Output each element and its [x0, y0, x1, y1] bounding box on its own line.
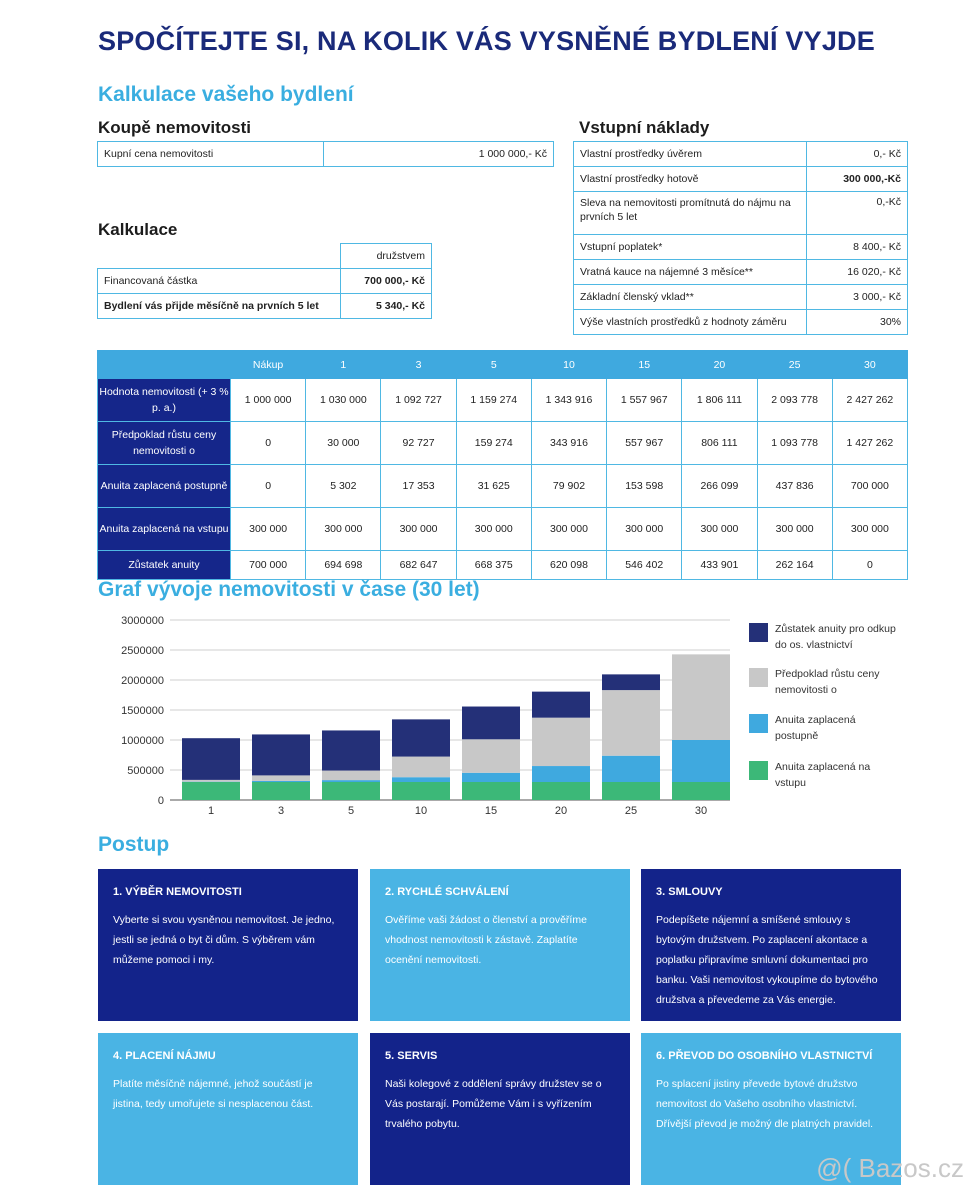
table-cell: 1 030 000 [306, 379, 381, 422]
table-cell: 17 353 [381, 465, 456, 508]
entry-value: 3 000,- Kč [807, 285, 908, 310]
bar-segment [322, 771, 380, 781]
table-cell: 1 343 916 [531, 379, 606, 422]
entry-label: Sleva na nemovitosti promítnutá do nájmu na prvních 5 let [574, 192, 807, 235]
legend-label: Zůstatek anuity pro odkup do os. vlastnictví [775, 623, 896, 651]
y-tick-label: 1500000 [121, 705, 164, 717]
bar-segment [252, 782, 310, 800]
table-cell: 546 402 [607, 551, 682, 580]
table-cell: 300 000 [531, 508, 606, 551]
entry-label: Vlastní prostředky hotově [574, 167, 807, 192]
bar-segment [532, 766, 590, 782]
table-header-cell [98, 351, 231, 379]
y-tick-label: 0 [157, 795, 164, 807]
watermark: @( Bazos.cz [816, 1153, 964, 1183]
bar-segment [252, 775, 310, 781]
legend-label: Anuita zaplacená na vstupu [775, 761, 871, 789]
bar-segment [392, 719, 450, 756]
bar-segment [392, 757, 450, 778]
table-cell: 0 [231, 465, 306, 508]
entry-costs-heading: Vstupní náklady [579, 118, 710, 137]
table-cell: 2 427 262 [832, 379, 907, 422]
table-cell: 343 916 [531, 422, 606, 465]
bar-segment [532, 782, 590, 800]
chart-heading: Graf vývoje nemovitosti v čase (30 let) [98, 578, 480, 601]
page-title: SPOČÍTEJTE SI, NA KOLIK VÁS VYSNĚNÉ BYDLENÍ VYJDE [98, 26, 875, 56]
purchase-value: 1 000 000,- Kč [324, 142, 554, 167]
table-header-cell: 30 [832, 351, 907, 379]
step-title: 1. VÝBĚR NEMOVITOSTI [113, 886, 242, 898]
table-header-cell: 5 [456, 351, 531, 379]
x-tick-label: 10 [414, 805, 428, 817]
entry-value: 0,- Kč [807, 142, 908, 167]
table-cell: 300 000 [456, 508, 531, 551]
bar-segment [462, 739, 520, 772]
table-row [98, 422, 908, 465]
bar-segment [672, 740, 730, 782]
entry-label: Vlastní prostředky úvěrem [574, 142, 807, 167]
bar-segment [672, 654, 730, 740]
table-cell: 31 625 [456, 465, 531, 508]
purchase-table [97, 141, 554, 167]
table-header-cell: Nákup [231, 351, 306, 379]
table-cell: 620 098 [531, 551, 606, 580]
entry-value: 300 000,-Kč [807, 167, 908, 192]
table-cell: 1 093 778 [757, 422, 832, 465]
step-card [98, 1033, 358, 1185]
y-tick-label: 3000000 [121, 615, 164, 627]
legend-label: Anuita zaplacená postupně [775, 714, 856, 742]
table-cell: 1 159 274 [456, 379, 531, 422]
step-title: 5. SERVIS [385, 1050, 438, 1062]
legend-swatch [749, 668, 768, 687]
table-cell: 668 375 [456, 551, 531, 580]
entry-label: Vratná kauce na nájemné 3 měsíce** [574, 260, 807, 285]
y-tick-label: 1000000 [121, 735, 164, 747]
step-title: 4. PLACENÍ NÁJMU [113, 1050, 216, 1062]
monthly-label: Bydlení vás přijde měsíčně na prvních 5 let [98, 294, 341, 319]
table-row [98, 465, 908, 508]
bar-segment [322, 780, 380, 782]
table-header-cell: 15 [607, 351, 682, 379]
table-cell: 1 000 000 [231, 379, 306, 422]
table-cell: 300 000 [306, 508, 381, 551]
table-row [98, 508, 908, 551]
bar-segment [322, 730, 380, 770]
table-cell: 2 093 778 [757, 379, 832, 422]
table-cell: 1 427 262 [832, 422, 907, 465]
table-cell: 266 099 [682, 465, 757, 508]
legend-swatch [749, 714, 768, 733]
x-tick-label: 20 [554, 805, 568, 817]
y-tick-label: 500000 [127, 765, 164, 777]
table-cell: 437 836 [757, 465, 832, 508]
table-cell: 300 000 [757, 508, 832, 551]
bar-segment [252, 734, 310, 775]
step-card [98, 869, 358, 1021]
bar-segment [602, 690, 660, 756]
table-cell: 159 274 [456, 422, 531, 465]
table-cell: 300 000 [682, 508, 757, 551]
row-header: Předpoklad růstu ceny nemovitosti o [98, 422, 231, 465]
table-cell: 1 557 967 [607, 379, 682, 422]
x-tick-label: 3 [277, 805, 285, 817]
bar-segment [602, 674, 660, 690]
table-cell: 5 302 [306, 465, 381, 508]
entry-label: Vstupní poplatek* [574, 235, 807, 260]
bar-segment [392, 777, 450, 782]
step-text: Ověříme vaši žádost o členství a prověříme vhodnost nemovitosti k zástavě. Zaplatíte ocenění nemovitosti. [385, 914, 587, 966]
table-cell: 557 967 [607, 422, 682, 465]
bar-segment [182, 782, 240, 800]
bar-segment [532, 692, 590, 718]
entry-label: Výše vlastních prostředků z hodnoty záměru [574, 310, 807, 335]
table-cell: 300 000 [607, 508, 682, 551]
bar-segment [462, 707, 520, 740]
row-header: Anuita zaplacená postupně [98, 465, 231, 508]
calculation-table [97, 243, 432, 319]
bar-segment [462, 773, 520, 782]
table-cell: 262 164 [757, 551, 832, 580]
step-title: 6. PŘEVOD DO OSOBNÍHO VLASTNICTVÍ [656, 1050, 873, 1062]
table-header-cell: 3 [381, 351, 456, 379]
bar-segment [602, 756, 660, 782]
purchase-label: Kupní cena nemovitosti [98, 142, 324, 167]
table-cell: 300 000 [381, 508, 456, 551]
bar-segment [462, 782, 520, 800]
table-cell: 79 902 [531, 465, 606, 508]
table-cell: 682 647 [381, 551, 456, 580]
x-tick-label: 5 [347, 805, 355, 817]
bar-segment [182, 780, 240, 782]
table-header-cell: 25 [757, 351, 832, 379]
bar-segment [322, 782, 380, 800]
bar-segment [672, 782, 730, 800]
step-text: Vyberte si svou vysněnou nemovitost. Je jedno, jestli se jedná o byt či dům. S výběrem vám můžeme pomoci i my. [113, 914, 335, 966]
table-header-cell: 1 [306, 351, 381, 379]
table-cell: 30 000 [306, 422, 381, 465]
row-header: Zůstatek anuity [98, 551, 231, 580]
legend-swatch [749, 761, 768, 780]
calc-heading: Kalkulace vašeho bydlení [98, 83, 354, 106]
entry-value: 0,-Kč [807, 192, 908, 235]
x-tick-label: 15 [484, 805, 498, 817]
bar-segment [252, 781, 310, 782]
monthly-value: 5 340,- Kč [341, 294, 432, 319]
row-header: Hodnota nemovitosti (+ 3 % p. a.) [98, 379, 231, 422]
calculation-column: družstvem [341, 244, 432, 269]
table-cell: 700 000 [832, 465, 907, 508]
x-tick-label: 30 [694, 805, 708, 817]
calculation-heading: Kalkulace [98, 220, 178, 239]
table-cell: 300 000 [832, 508, 907, 551]
purchase-heading: Koupě nemovitosti [98, 118, 252, 137]
financed-label: Financovaná částka [98, 269, 341, 294]
table-cell: 0 [832, 551, 907, 580]
step-card [641, 869, 901, 1021]
financed-value: 700 000,- Kč [341, 269, 432, 294]
entry-label: Základní členský vklad** [574, 285, 807, 310]
legend-swatch [749, 623, 768, 642]
step-title: 3. SMLOUVY [656, 886, 723, 898]
entry-value: 8 400,- Kč [807, 235, 908, 260]
table-cell: 700 000 [231, 551, 306, 580]
bar-segment [602, 782, 660, 800]
step-card [370, 869, 630, 1021]
table-cell: 1 092 727 [381, 379, 456, 422]
y-tick-label: 2000000 [121, 675, 164, 687]
table-cell: 0 [231, 422, 306, 465]
bar-segment [392, 782, 450, 800]
x-tick-label: 1 [207, 805, 215, 817]
table-row [98, 379, 908, 422]
process-heading: Postup [98, 833, 170, 856]
table-cell: 806 111 [682, 422, 757, 465]
table-cell: 694 698 [306, 551, 381, 580]
legend-label: Předpoklad růstu ceny nemovitosti o [775, 668, 880, 696]
table-cell: 92 727 [381, 422, 456, 465]
step-card [370, 1033, 630, 1185]
step-text: Podepíšete nájemní a smíšené smlouvy s bytovým družstvem. Po zaplacení akontace a poplatku připravíme smluvní dokumentaci pro banku. Vaši nemovitost vykoupíme do bytového družstva a převedeme za Vás energie. [656, 914, 878, 1006]
step-text: Po splacení jistiny převede bytové družstvo nemovitost do Vašeho osobního vlastnictví. Dřívější převod je možný dle platných pravidel. [656, 1078, 874, 1130]
chart [98, 608, 748, 823]
table-cell: 433 901 [682, 551, 757, 580]
entry-value: 30% [807, 310, 908, 335]
step-text: Naši kolegové z oddělení správy družstev se o Vás postarají. Pomůžeme Vám i s vyřízením trvalého pobytu. [385, 1078, 602, 1130]
table-cell: 1 806 111 [682, 379, 757, 422]
step-text: Platíte měsíčně nájemné, jehož součástí je jistina, tedy umořujete si nesplacenou část. [113, 1078, 314, 1110]
row-header: Anuita zaplacená na vstupu [98, 508, 231, 551]
y-tick-label: 2500000 [121, 645, 164, 657]
projection-table [97, 350, 908, 580]
table-cell: 153 598 [607, 465, 682, 508]
x-tick-label: 25 [624, 805, 638, 817]
bar-segment [182, 738, 240, 780]
table-row [98, 551, 908, 580]
table-header-row [98, 351, 908, 379]
step-title: 2. RYCHLÉ SCHVÁLENÍ [385, 886, 509, 898]
entry-value: 16 020,- Kč [807, 260, 908, 285]
bar-segment [532, 718, 590, 766]
table-header-cell: 10 [531, 351, 606, 379]
entry-costs-table [573, 141, 908, 335]
table-header-cell: 20 [682, 351, 757, 379]
table-cell: 300 000 [231, 508, 306, 551]
